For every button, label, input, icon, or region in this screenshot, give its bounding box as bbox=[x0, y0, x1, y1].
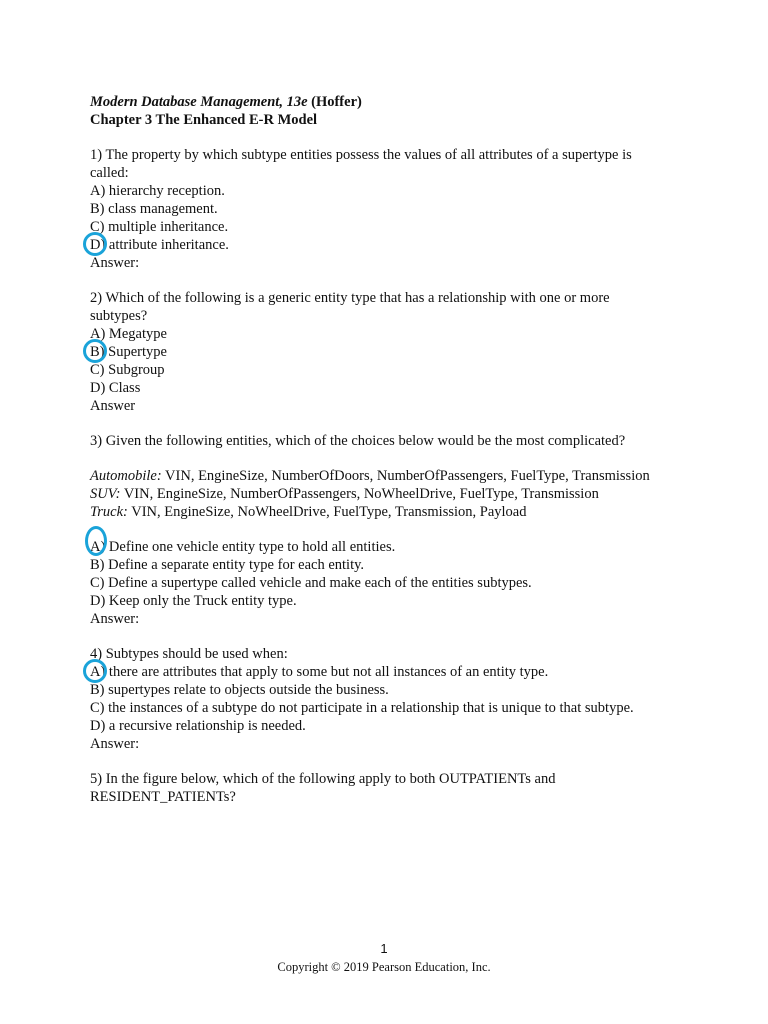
answer-label: Answer: bbox=[90, 736, 140, 752]
question-4 bbox=[90, 645, 690, 753]
answer-label: Answer: bbox=[90, 611, 140, 627]
entity-automobile bbox=[90, 467, 690, 485]
option-d-selected bbox=[90, 236, 690, 254]
entity-attributes: VIN, EngineSize, NumberOfPassengers, NoWheelDrive, FuelType, Transmission bbox=[120, 486, 599, 502]
book-heading bbox=[90, 93, 690, 111]
question-stem-cont: subtypes? bbox=[90, 308, 148, 324]
entity-attributes: VIN, EngineSize, NoWheelDrive, FuelType, Transmission, Payload bbox=[127, 504, 527, 520]
answer-circle-mark bbox=[83, 232, 107, 256]
copyright-notice: Copyright © 2019 Pearson Education, Inc. bbox=[277, 960, 491, 974]
question-stem: 1) The property by which subtype entities possess the values of all attributes of a supertype is bbox=[90, 147, 632, 163]
chapter-title: Chapter 3 The Enhanced E-R Model bbox=[90, 112, 318, 128]
question-stem-cont: called: bbox=[90, 165, 129, 181]
option-b-text: B) Supertype bbox=[90, 344, 167, 360]
page-number: 1 bbox=[380, 941, 388, 956]
answer-circle-mark bbox=[85, 526, 107, 556]
option-d: D) a recursive relationship is needed. bbox=[90, 718, 306, 734]
option-c: C) Subgroup bbox=[90, 362, 165, 378]
option-a: A) Megatype bbox=[90, 326, 167, 342]
entity-name: Truck: bbox=[90, 504, 128, 520]
question-stem-cont: RESIDENT_PATIENTs? bbox=[90, 789, 236, 805]
option-c: C) multiple inheritance. bbox=[90, 219, 229, 235]
document-page bbox=[90, 93, 690, 806]
option-b-selected bbox=[90, 343, 690, 361]
question-stem: 4) Subtypes should be used when: bbox=[90, 646, 288, 662]
entity-attributes: VIN, EngineSize, NumberOfDoors, NumberOfPassengers, FuelType, Transmission bbox=[161, 468, 650, 484]
option-b: B) supertypes relate to objects outside the business. bbox=[90, 682, 389, 698]
option-c: C) Define a supertype called vehicle and make each of the entities subtypes. bbox=[90, 575, 532, 591]
question-stem: 3) Given the following entities, which of the choices below would be the most complicated? bbox=[90, 433, 626, 449]
question-stem: 2) Which of the following is a generic entity type that has a relationship with one or more bbox=[90, 290, 610, 306]
answer-label: Answer: bbox=[90, 255, 140, 271]
answer-label: Answer bbox=[90, 398, 136, 414]
entity-truck bbox=[90, 503, 690, 521]
option-c: C) the instances of a subtype do not participate in a relationship that is unique to that subtype. bbox=[90, 700, 634, 716]
question-1 bbox=[90, 146, 690, 272]
answer-circle-mark bbox=[83, 659, 107, 683]
question-stem: 5) In the figure below, which of the following apply to both OUTPATIENTs and bbox=[90, 771, 556, 787]
option-d: D) Class bbox=[90, 380, 141, 396]
entity-name: Automobile: bbox=[90, 468, 162, 484]
book-title: Modern Database Management, 13e bbox=[90, 94, 308, 110]
option-a: A) hierarchy reception. bbox=[90, 183, 225, 199]
option-a-selected bbox=[90, 663, 690, 681]
option-b: B) class management. bbox=[90, 201, 218, 217]
entity-name: SUV: bbox=[90, 486, 121, 502]
question-3 bbox=[90, 432, 690, 628]
author-name: (Hoffer) bbox=[307, 94, 362, 110]
question-5 bbox=[90, 770, 690, 806]
option-a-text: A) there are attributes that apply to some but not all instances of an entity type. bbox=[90, 664, 549, 680]
option-d-text: D) attribute inheritance. bbox=[90, 237, 229, 253]
answer-circle-mark bbox=[83, 339, 107, 363]
option-a-text: A) Define one vehicle entity type to hold all entities. bbox=[90, 539, 396, 555]
question-2 bbox=[90, 289, 690, 415]
option-a-selected bbox=[90, 538, 690, 556]
option-d: D) Keep only the Truck entity type. bbox=[90, 593, 297, 609]
entity-suv bbox=[90, 485, 690, 503]
option-b: B) Define a separate entity type for each entity. bbox=[90, 557, 365, 573]
